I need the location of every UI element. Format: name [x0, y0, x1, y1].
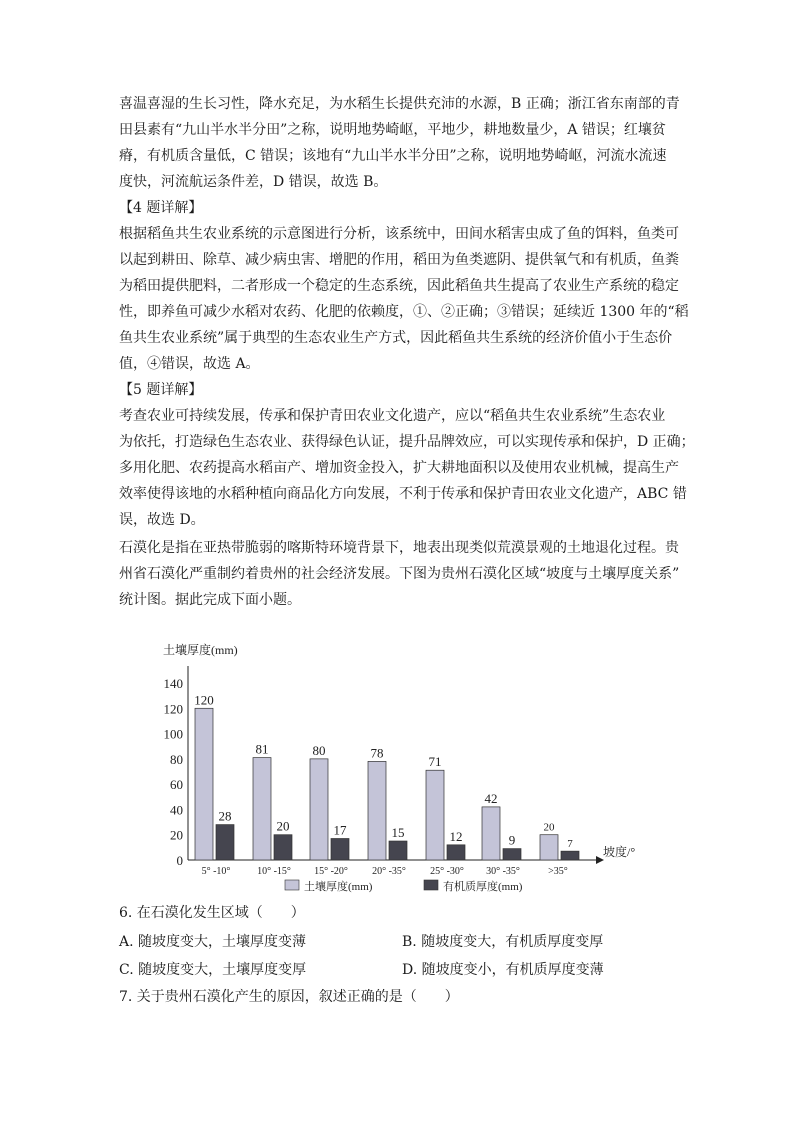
bar-organic-thickness [274, 835, 292, 860]
text-line: 为稻田提供肥料，二者形成一个稳定的生态系统，因此稻鱼共生提高了农业生产系统的稳定 [119, 278, 679, 294]
legend-swatch-soil [285, 880, 299, 890]
bar-soil-thickness [540, 835, 558, 860]
bar-soil-thickness [426, 770, 444, 860]
text-line: 瘠，有机质含量低，C 错误；该地有“九山半水半分田”之称，说明地势崎岖，河流水流速 [119, 148, 667, 164]
data-label: 12 [449, 828, 463, 844]
x-tick-label: 20° -35° [372, 866, 406, 877]
question-7: 7. 关于贵州石漠化产生的原因，叙述正确的是（ ） [119, 989, 459, 1005]
data-label: 9 [508, 832, 516, 848]
option-a: A. 随坡度变大，土壤厚度变薄 [119, 934, 307, 950]
y-tick-label: 60 [170, 777, 183, 793]
data-label: 15 [391, 825, 405, 841]
x-tick-label: >35° [548, 866, 568, 877]
text-line: 统计图。据此完成下面小题。 [119, 592, 301, 608]
bar-organic-thickness [331, 839, 349, 860]
bar-organic-thickness [216, 825, 234, 860]
y-tick-label: 120 [163, 701, 183, 717]
text-line: 田县素有“九山半水半分田”之称，说明地势崎岖，平地少，耕地数量少，A 错误；红壤贫 [119, 122, 666, 138]
option-b: B. 随坡度变大，有机质厚度变厚 [402, 934, 604, 950]
section-heading: 【5 题详解】 [119, 382, 203, 398]
text-line: 性，即养鱼可减少水稻对农药、化肥的依赖度，①、②正确；③错误；延续近 1300 年的“稻 [119, 304, 689, 320]
text-line: 喜温喜湿的生长习性，降水充足，为水稻生长提供充沛的水源，B 正确；浙江省东南部的青 [119, 96, 680, 112]
text-line: 效率使得该地的水稻种植向商品化方向发展，不利于传承和保护青田农业文化遗产，ABC 错 [119, 486, 687, 502]
data-label: 20 [543, 821, 555, 834]
text-line: 为依托，打造绿色生态农业、获得绿色认证，提升品牌效应，可以实现传承和保护，D 正确； [119, 434, 695, 450]
x-tick-label: 5° -10° [201, 866, 231, 877]
y-tick-label: 100 [163, 726, 183, 742]
data-label: 81 [255, 741, 269, 757]
x-tick-label: 15° -20° [314, 866, 348, 877]
text-line: 鱼共生农业系统”属于典型的生态农业生产方式，因此稻鱼共生系统的经济价值小于生态价 [119, 330, 673, 346]
text-line: 度快，河流航运条件差，D 错误，故选 B。 [119, 174, 388, 190]
legend-swatch-organic [424, 880, 438, 890]
y-tick-label: 20 [170, 827, 183, 843]
x-axis-label: 坡度/° [603, 845, 636, 859]
text-line: 多用化肥、农药提高水稻亩产、增加资金投入，扩大耕地面积以及使用农业机械，提高生产 [119, 460, 679, 476]
y-tick-label: 40 [170, 802, 183, 818]
bar-soil-thickness [482, 807, 500, 860]
y-tick-label: 80 [170, 751, 183, 767]
data-label: 78 [370, 745, 384, 761]
data-label: 42 [484, 790, 498, 806]
slope-soil-thickness-chart [150, 638, 650, 898]
data-label: 20 [276, 818, 290, 834]
data-label: 7 [567, 838, 573, 851]
text-line: 州省石漠化严重制约着贵州的社会经济发展。下图为贵州石漠化区域“坡度与土壤厚度关系” [119, 566, 680, 582]
x-tick-label: 25° -30° [430, 866, 464, 877]
x-tick-label: 10° -15° [257, 866, 291, 877]
text-line: 根据稻鱼共生农业系统的示意图进行分析，该系统中，田间水稻害虫成了鱼的饵料，鱼类可 [119, 226, 679, 242]
legend-label-organic: 有机质厚度(mm) [443, 881, 523, 893]
y-tick-label: 140 [163, 676, 183, 691]
data-label: 120 [194, 692, 214, 708]
bar-soil-thickness [253, 758, 271, 860]
data-label: 28 [218, 808, 232, 824]
bar-organic-thickness [561, 851, 579, 860]
x-tick-label: 30° -35° [486, 866, 520, 877]
bar-soil-thickness [310, 759, 328, 860]
legend-label-soil: 土壤厚度(mm) [304, 881, 373, 893]
section-heading: 【4 题详解】 [119, 200, 203, 216]
option-c: C. 随坡度变大，土壤厚度变厚 [119, 962, 307, 978]
y-tick-label: 0 [176, 853, 183, 868]
data-label: 71 [428, 754, 442, 770]
y-axis-label: 土壤厚度(mm) [163, 643, 238, 657]
bar-organic-thickness [447, 845, 465, 860]
bar-soil-thickness [368, 761, 386, 860]
question-6: 6. 在石漠化发生区域（ ） [119, 905, 305, 921]
text-line: 石漠化是指在亚热带脆弱的喀斯特环境背景下，地表出现类似荒漠景观的土地退化过程。贵 [119, 540, 679, 556]
option-d: D. 随坡度变小，有机质厚度变薄 [402, 962, 604, 978]
bar-organic-thickness [503, 849, 521, 860]
text-line: 以起到耕田、除草、减少病虫害、增肥的作用，稻田为鱼类遮阴、提供氧气和有机质，鱼粪 [119, 252, 679, 268]
text-line: 考查农业可持续发展，传承和保护青田农业文化遗产，应以“稻鱼共生农业系统”生态农业 [119, 408, 666, 424]
text-line: 值，④错误，故选 A。 [119, 356, 260, 372]
bar-soil-thickness [195, 708, 213, 860]
data-label: 17 [333, 822, 347, 838]
text-line: 误，故选 D。 [119, 512, 205, 528]
bar-organic-thickness [389, 841, 407, 860]
data-label: 80 [312, 742, 326, 758]
